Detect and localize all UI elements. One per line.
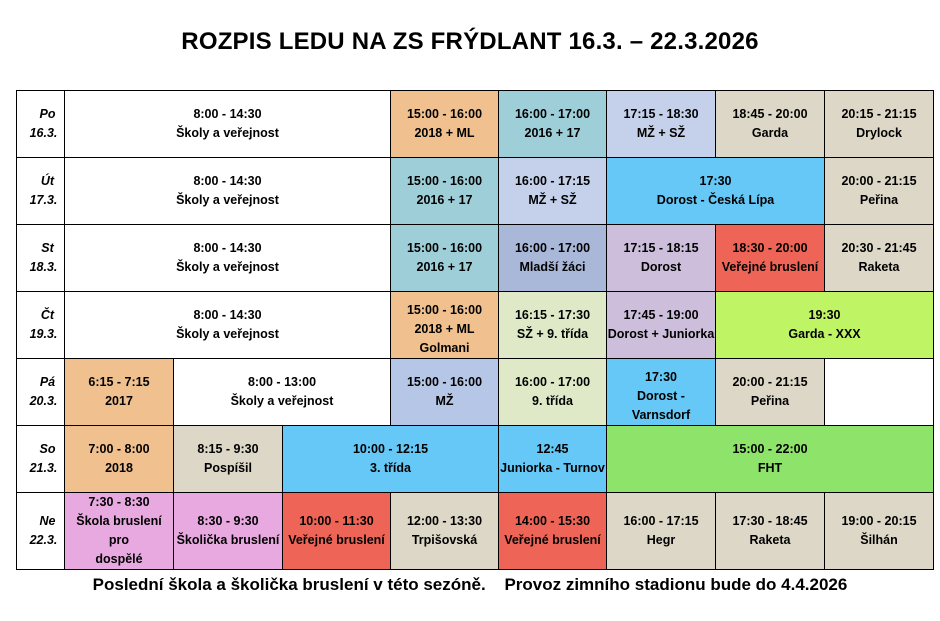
- slot-extra: Golmani: [419, 341, 470, 355]
- day-date: 20.3.: [29, 394, 58, 408]
- slot-cell: [65, 91, 391, 158]
- slot-time: 15:00 - 16:00: [406, 303, 483, 317]
- slot-label: 2016 + 17: [416, 193, 473, 207]
- ice-schedule-table: [16, 90, 934, 570]
- slot-time: 15:00 - 16:00: [406, 174, 483, 188]
- slot-time: 16:00 - 17:00: [514, 241, 591, 255]
- slot-label: Dorost: [640, 260, 682, 274]
- day-name: So: [39, 442, 56, 456]
- slot-cell: [607, 426, 934, 493]
- slot-cell: [716, 493, 825, 570]
- slot-time: 17:45 - 19:00: [623, 308, 699, 322]
- day-cell: [17, 91, 65, 158]
- slot-cell: [65, 225, 391, 292]
- slot-time: 14:00 - 15:30: [514, 514, 591, 528]
- slot-label: Dorost -: [637, 389, 685, 403]
- slot-label: Školička bruslení: [176, 533, 280, 547]
- slot-time: 15:00 - 16:00: [406, 241, 483, 255]
- slot-label: Raketa: [749, 533, 791, 547]
- slot-cell: [391, 359, 499, 426]
- slot-time: 7:30 - 8:30: [88, 495, 150, 509]
- slot-time: 8:30 - 9:30: [197, 514, 259, 528]
- slot-cell: [499, 158, 607, 225]
- day-date: 19.3.: [29, 327, 58, 341]
- slot-time: 7:00 - 8:00: [88, 442, 150, 456]
- slot-cell: [283, 426, 499, 493]
- day-cell: [17, 225, 65, 292]
- slot-label: Školy a veřejnost: [176, 126, 279, 140]
- slot-cell: [174, 426, 283, 493]
- slot-cell: [391, 225, 499, 292]
- slot-cell: [825, 493, 934, 570]
- slot-time: 8:00 - 14:30: [193, 241, 262, 255]
- slot-time: 15:00 - 22:00: [732, 442, 808, 456]
- day-cell: [17, 493, 65, 570]
- slot-cell: [825, 225, 934, 292]
- slot-label: Mladší žáci: [519, 260, 586, 274]
- footer-note-operation: Provoz zimního stadionu bude do 4.4.2026: [504, 575, 848, 594]
- slot-cell: [499, 493, 607, 570]
- slot-label: Raketa: [858, 260, 900, 274]
- slot-label: Trpišovská: [411, 533, 478, 547]
- slot-time: 16:00 - 17:15: [623, 514, 699, 528]
- slot-time: 20:00 - 21:15: [732, 375, 808, 389]
- day-cell: [17, 292, 65, 359]
- slot-label: Škola bruslení pro: [76, 514, 162, 547]
- slot-cell: [499, 359, 607, 426]
- day-date: 16.3.: [29, 126, 58, 140]
- slot-label: 2018: [105, 461, 133, 475]
- slot-label: Drylock: [856, 126, 902, 140]
- day-name: Ne: [39, 514, 56, 528]
- slot-cell: [391, 91, 499, 158]
- day-cell: [17, 158, 65, 225]
- day-name: Pá: [39, 375, 56, 389]
- schedule-row-tuesday: [17, 158, 934, 225]
- day-date: 18.3.: [29, 260, 58, 274]
- day-cell: [17, 426, 65, 493]
- day-name: Po: [39, 107, 56, 121]
- footer-note-season: Poslední škola a školička bruslení v této sezóně.: [92, 575, 486, 594]
- slot-time: 16:15 - 17:30: [514, 308, 591, 322]
- schedule-row-monday: [17, 91, 934, 158]
- slot-time: 8:00 - 14:30: [193, 107, 262, 121]
- slot-time: 16:00 - 17:00: [514, 375, 591, 389]
- day-name: Čt: [40, 308, 55, 322]
- slot-cell: [825, 158, 934, 225]
- slot-cell: [499, 91, 607, 158]
- day-date: 22.3.: [29, 533, 58, 547]
- slot-label: Peřina: [750, 394, 790, 408]
- slot-label: SŽ + 9. třída: [516, 327, 589, 341]
- slot-time: 16:00 - 17:00: [514, 107, 591, 121]
- slot-time: 6:15 - 7:15: [88, 375, 150, 389]
- slot-label: Pospíšil: [204, 461, 252, 475]
- slot-label: MŽ: [435, 394, 454, 408]
- slot-time: 20:15 - 21:15: [841, 107, 917, 121]
- slot-label: Školy a veřejnost: [176, 260, 279, 274]
- slot-time: 10:00 - 11:30: [299, 514, 374, 528]
- slot-time: 12:00 - 13:30: [406, 514, 483, 528]
- slot-label: Školy a veřejnost: [176, 327, 279, 341]
- slot-label: 3. třída: [370, 461, 411, 475]
- slot-time: 20:00 - 21:15: [841, 174, 917, 188]
- slot-cell: [65, 158, 391, 225]
- slot-cell: [716, 225, 825, 292]
- slot-time: 19:30: [808, 308, 841, 322]
- slot-extra: dospělé: [95, 552, 143, 566]
- slot-cell: [607, 158, 825, 225]
- slot-cell: [65, 426, 174, 493]
- slot-time: 8:00 - 14:30: [193, 308, 262, 322]
- slot-cell: [65, 292, 391, 359]
- slot-cell: [499, 225, 607, 292]
- slot-time: 15:00 - 16:00: [406, 375, 483, 389]
- slot-cell: [825, 91, 934, 158]
- slot-label: 9. třída: [532, 394, 573, 408]
- slot-extra: Varnsdorf: [631, 408, 691, 422]
- slot-label: 2016 + 17: [524, 126, 581, 140]
- slot-cell: [607, 91, 716, 158]
- empty-slot-cell: [825, 359, 934, 426]
- schedule-row-wednesday: [17, 225, 934, 292]
- slot-label: Garda - XXX: [788, 327, 861, 341]
- slot-label: FHT: [757, 461, 783, 475]
- slot-cell: [174, 493, 283, 570]
- slot-label: Veřejné bruslení: [504, 533, 601, 547]
- slot-time: 10:00 - 12:15: [352, 442, 429, 456]
- page-title: ROZPIS LEDU NA ZS FRÝDLANT 16.3. – 22.3.2026: [181, 28, 759, 55]
- slot-cell: [65, 359, 174, 426]
- slot-label: 2017: [105, 394, 133, 408]
- slot-cell: [499, 426, 607, 493]
- slot-label: 2016 + 17: [416, 260, 473, 274]
- day-date: 17.3.: [29, 193, 58, 207]
- slot-time: 17:30: [645, 370, 677, 384]
- slot-label: Školy a veřejnost: [176, 193, 279, 207]
- slot-cell: [607, 359, 716, 426]
- slot-cell: [174, 359, 391, 426]
- slot-cell: [607, 292, 716, 359]
- slot-cell: [391, 292, 499, 359]
- day-date: 21.3.: [29, 461, 58, 475]
- schedule-row-thursday: [17, 292, 934, 359]
- schedule-row-saturday: [17, 426, 934, 493]
- slot-cell: [716, 359, 825, 426]
- slot-label: MŽ + SŽ: [528, 193, 577, 207]
- day-name: St: [41, 241, 54, 255]
- slot-label: Veřejné bruslení: [721, 260, 819, 274]
- slot-time: 8:00 - 14:30: [193, 174, 262, 188]
- slot-label: Dorost - Česká Lípa: [656, 193, 775, 207]
- schedule-row-friday: [17, 359, 934, 426]
- slot-cell: [716, 292, 934, 359]
- slot-time: 18:30 - 20:00: [732, 241, 808, 255]
- slot-label: Dorost + Juniorka: [607, 327, 715, 341]
- slot-label: Juniorka - Turnov: [500, 461, 605, 475]
- slot-time: 17:30 - 18:45: [732, 514, 808, 528]
- day-cell: [17, 359, 65, 426]
- footer-note: [0, 575, 940, 595]
- slot-time: 18:45 - 20:00: [732, 107, 808, 121]
- slot-time: 8:00 - 13:00: [247, 375, 317, 389]
- slot-cell: [391, 493, 499, 570]
- slot-cell: [499, 292, 607, 359]
- slot-cell: [716, 91, 825, 158]
- slot-time: 12:45: [536, 442, 569, 456]
- slot-label: Garda: [751, 126, 789, 140]
- slot-time: 17:15 - 18:30: [623, 107, 699, 121]
- slot-cell: [391, 158, 499, 225]
- slot-time: 19:00 - 20:15: [841, 514, 917, 528]
- slot-label: Hegr: [646, 533, 676, 547]
- slot-time: 20:30 - 21:45: [841, 241, 917, 255]
- slot-time: 17:15 - 18:15: [623, 241, 699, 255]
- slot-time: 16:00 - 17:15: [514, 174, 591, 188]
- slot-cell: [607, 225, 716, 292]
- slot-time: 8:15 - 9:30: [197, 442, 259, 456]
- slot-cell: [283, 493, 391, 570]
- slot-label: Školy a veřejnost: [230, 394, 334, 408]
- day-name: Út: [40, 174, 55, 188]
- slot-label: 2018 + ML: [414, 322, 475, 336]
- slot-cell: [65, 493, 174, 570]
- slot-label: Šilhán: [860, 533, 898, 547]
- slot-time: 17:30: [699, 174, 732, 188]
- slot-label: Peřina: [859, 193, 899, 207]
- slot-label: 2018 + ML: [414, 126, 475, 140]
- slot-label: Veřejné bruslení: [288, 533, 385, 547]
- slot-cell: [607, 493, 716, 570]
- schedule-row-sunday: [17, 493, 934, 570]
- slot-label: MŽ + SŽ: [636, 126, 686, 140]
- slot-time: 15:00 - 16:00: [406, 107, 483, 121]
